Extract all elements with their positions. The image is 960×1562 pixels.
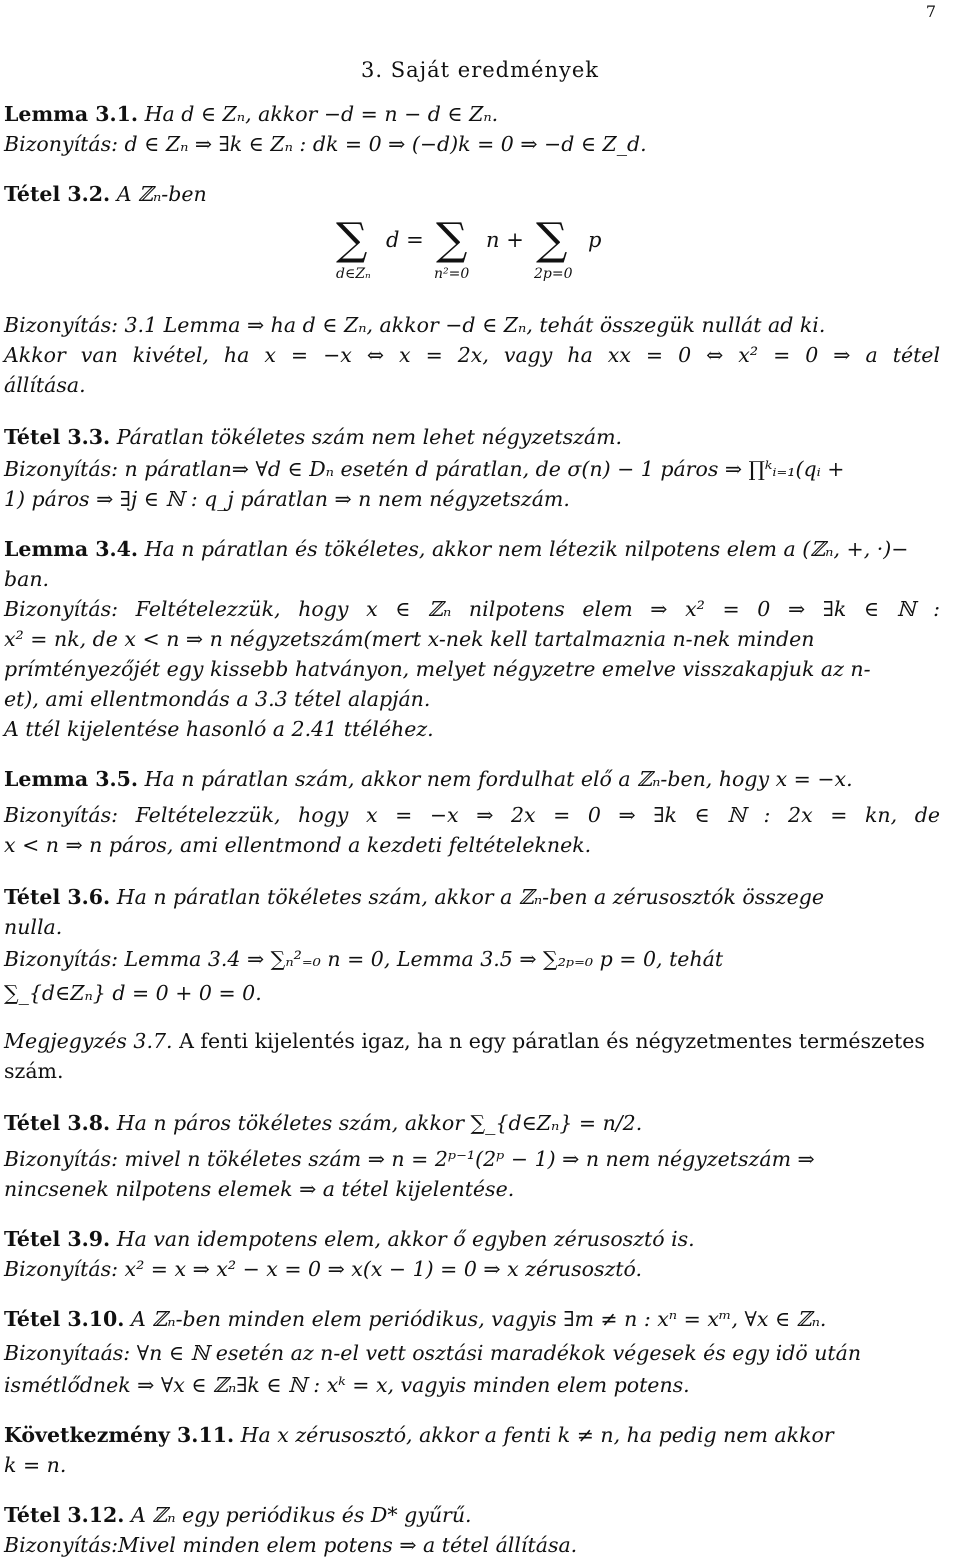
statement-text: Ha n páros tökéletes szám, akkor ∑_{d∈Zₙ} = n/2. — [116, 1111, 643, 1135]
statement-text: A fenti kijelentés igaz, ha n egy páratlan és négyzetmentes természetes — [179, 1029, 925, 1053]
sum-symbol: ∑ — [336, 214, 368, 265]
statement-text: A ℤₙ-ben minden elem periódikus, vagyis ∃m ≠ n : xⁿ = xᵐ, ∀x ∈ ℤₙ. — [130, 1307, 827, 1331]
statement-label: Tétel 3.6. — [4, 885, 111, 909]
statement-text: Ha van idempotens elem, akkor ő egyben zérusosztó is. — [116, 1227, 695, 1251]
statement-label: Tétel 3.8. — [4, 1111, 111, 1135]
statement-text: A ℤₙ-ben — [116, 182, 207, 206]
tetel-3-10 — [4, 1306, 940, 1332]
proof-line: állítása. — [4, 373, 86, 397]
sum-symbol: ∑ — [436, 214, 468, 265]
proof-line: Bizonyítás: x² = x ⇒ x² − x = 0 ⇒ x(x − 1) = 0 ⇒ x zérusosztó. — [4, 1257, 643, 1281]
statement-text: Ha n páratlan és tökéletes, akkor nem létezik nilpotens elem a (ℤₙ, +, ·)− — [144, 537, 909, 561]
proof-line: Bizonyítás:Mivel minden elem potens ⇒ a tétel állítása. — [4, 1533, 578, 1557]
statement-text: A ℤₙ egy periódikus és D* gyűrű. — [130, 1503, 472, 1527]
megjegyzes-3-7 — [4, 1028, 940, 1054]
statement-continuation: szám. — [4, 1059, 64, 1083]
proof-line: Akkor van kivétel, ha x = −x ⇔ x = 2x, vagy ha xx = 0 ⇔ x² = 0 ⇒ a tétel — [4, 343, 940, 367]
proof-line: Bizonyítás: Lemma 3.4 ⇒ ∑ₙ²₌₀ n = 0, Lemma 3.5 ⇒ ∑₂ₚ₌₀ p = 0, tehát — [4, 947, 724, 971]
tetel-3-12 — [4, 1502, 940, 1528]
statement-label: Tétel 3.12. — [4, 1503, 125, 1527]
proof-line: Bizonyítás: mivel n tökéletes szám ⇒ n = 2ᵖ⁻¹(2ᵖ − 1) ⇒ n nem négyzetszám ⇒ — [4, 1147, 815, 1171]
proof-line: x² = nk, de x < n ⇒ n négyzetszám(mert x-nek kell tartalmaznia n-nek minden — [4, 627, 815, 651]
proof-line: Bizonyítás: 3.1 Lemma ⇒ ha d ∈ Zₙ, akkor −d ∈ Zₙ, tehát összegük nullát ad ki. — [4, 313, 826, 337]
statement-label: Tétel 3.2. — [4, 182, 111, 206]
statement-label: Lemma 3.1. — [4, 102, 139, 126]
proof-line: nincsenek nilpotens elemek ⇒ a tétel kijelentése. — [4, 1177, 515, 1201]
section-title: 3. Saját eredmények — [361, 58, 599, 82]
proof-line: Bizonyítás: d ∈ Zₙ ⇒ ∃k ∈ Zₙ : dk = 0 ⇒ (−d)k = 0 ⇒ −d ∈ Z_d. — [4, 132, 647, 156]
page-number: 7 — [925, 2, 936, 21]
statement-label: Tétel 3.10. — [4, 1307, 125, 1331]
statement-continuation: k = n. — [4, 1453, 67, 1477]
proof-line: Bizonyítás: n páratlan⇒ ∀d ∈ Dₙ esetén d páratlan, de σ(n) − 1 páros ⇒ ∏ᵏᵢ₌₁(qᵢ + — [4, 457, 845, 481]
statement-label: Lemma 3.5. — [4, 767, 139, 791]
lemma-3-4 — [4, 536, 940, 562]
kovetkezmeny-3-11 — [4, 1422, 940, 1448]
statement-label: Következmény 3.11. — [4, 1423, 235, 1447]
sum-symbol: ∑ — [536, 214, 568, 265]
proof-line: ∑_{d∈Zₙ} d = 0 + 0 = 0. — [4, 981, 262, 1005]
proof-line: 1) páros ⇒ ∃j ∈ ℕ : q_j páratlan ⇒ n nem négyzetszám. — [4, 487, 570, 511]
statement-label: Tétel 3.9. — [4, 1227, 111, 1251]
proof-line: Bizonyítás: Feltételezzük, hogy x ∈ ℤₙ nilpotens elem ⇒ x² = 0 ⇒ ∃k ∈ ℕ : — [4, 597, 940, 621]
statement-continuation: ban. — [4, 567, 50, 591]
tetel-3-2 — [4, 181, 940, 207]
statement-text: Ha d ∈ Zₙ, akkor −d = n − d ∈ Zₙ. — [144, 102, 499, 126]
statement-label: Megjegyzés 3.7. — [4, 1029, 173, 1053]
lemma-3-5 — [4, 766, 940, 792]
tetel-3-6 — [4, 884, 940, 910]
sum-subscript: 2p=0 — [534, 266, 573, 282]
tetel-3-8 — [4, 1110, 940, 1136]
proof-line: Bizonyítás: Feltételezzük, hogy x = −x ⇒ 2x = 0 ⇒ ∃k ∈ ℕ : 2x = kn, de — [4, 803, 940, 827]
tetel-3-3 — [4, 424, 940, 450]
proof-line: ismétlődnek ⇒ ∀x ∈ ℤₙ∃k ∈ ℕ : xᵏ = x, vagyis minden elem potens. — [4, 1373, 690, 1397]
formula-term: d = — [386, 228, 424, 252]
statement-label: Tétel 3.3. — [4, 425, 111, 449]
statement-text: Páratlan tökéletes szám nem lehet négyzetszám. — [116, 425, 623, 449]
proof-line: x < n ⇒ n páros, ami ellentmond a kezdeti feltételeknek. — [4, 833, 592, 857]
tetel-3-9 — [4, 1226, 940, 1252]
statement-text: Ha n páratlan szám, akkor nem fordulhat elő a ℤₙ-ben, hogy x = −x. — [144, 767, 853, 791]
sum-subscript: n²=0 — [434, 266, 470, 282]
formula-term: n + — [486, 228, 524, 252]
proof-line: Bizonyítaás: ∀n ∈ ℕ esetén az n-el vett osztási maradékok végesek és egy idö után — [4, 1341, 862, 1365]
display-formula — [336, 214, 636, 288]
lemma-3-1 — [4, 101, 940, 127]
formula-term: p — [588, 228, 602, 252]
statement-continuation: nulla. — [4, 915, 63, 939]
proof-line: et), ami ellentmondás a 3.3 tétel alapján. — [4, 687, 431, 711]
statement-text: Ha x zérusosztó, akkor a fenti k ≠ n, ha pedig nem akkor — [240, 1423, 834, 1447]
statement-label: Lemma 3.4. — [4, 537, 139, 561]
proof-line: A ttél kijelentése hasonló a 2.41 ttéléhez. — [4, 717, 434, 741]
sum-subscript: d∈Zₙ — [336, 266, 371, 282]
statement-text: Ha n páratlan tökéletes szám, akkor a ℤₙ-ben a zérusosztók összege — [116, 885, 824, 909]
proof-line: prímtényezőjét egy kissebb hatványon, melyet négyzetre emelve visszakapjuk az n- — [4, 657, 871, 681]
